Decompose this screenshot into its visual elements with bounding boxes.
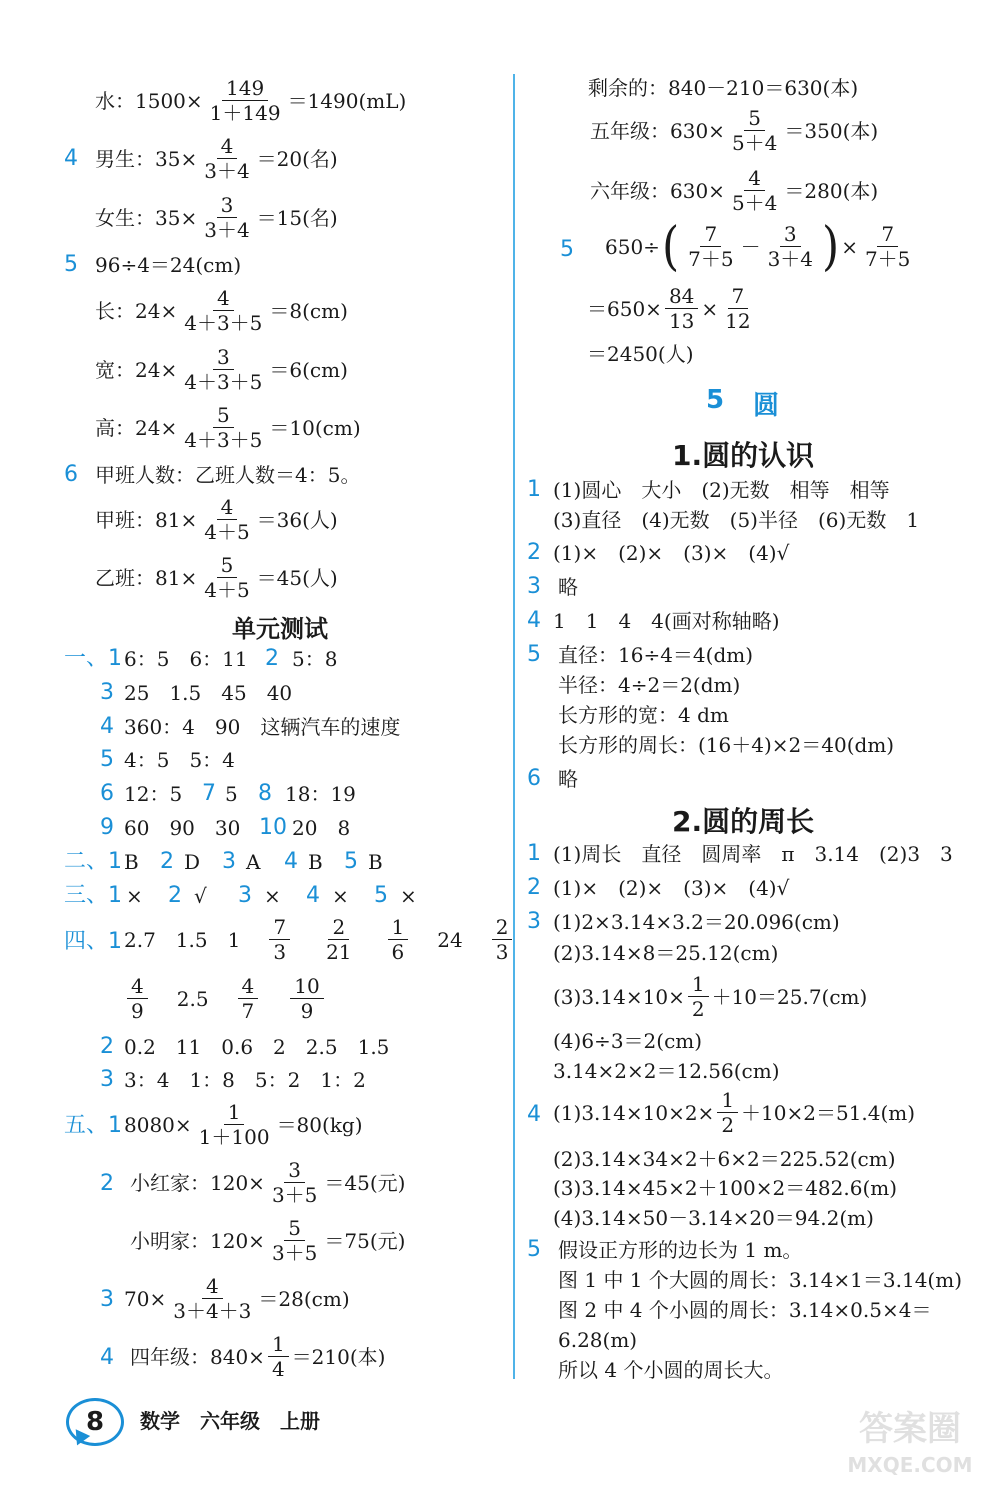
book-title: 数学 六年级 上册	[140, 1409, 320, 1433]
answer-text: 假设正方形的边长为 1 m。	[558, 1238, 803, 1262]
height-line: 高：24× $\frac{5}{4+3+5}$ ＝10(cm)	[95, 403, 361, 452]
answer-text: ×	[332, 884, 349, 908]
answer-text: 1 1 4 4(画对称轴略)	[553, 609, 780, 633]
s5-1-line: 8080× $\frac{1}{1+100}$ ＝80(kg)	[124, 1100, 363, 1149]
question-number: 4	[100, 714, 114, 739]
question-number: 2	[527, 540, 541, 565]
question-number: 5	[64, 252, 78, 277]
answer-text: ×	[126, 884, 143, 908]
fraction: $\frac{4}{9}$	[127, 974, 148, 1023]
s4-row2: $\frac{4}{9}$ 2.5 $\frac{4}{7}$ $\frac{10}{9}$	[124, 974, 327, 1023]
answer-text: (4)6÷3＝2(cm)	[553, 1029, 703, 1053]
question-number: 4	[284, 849, 298, 874]
watermark-text: 答案圈	[859, 1409, 961, 1449]
answer-text: (1)× (2)× (3)× (4)√	[553, 541, 790, 565]
fraction: $\frac{1}{2}$	[717, 1088, 738, 1137]
answer-text: 所以 4 个小圆的周长大。	[558, 1358, 784, 1382]
fraction: $\frac{7}{7+5}$	[864, 222, 911, 271]
question-number: 2	[100, 1171, 114, 1196]
question-number: 4	[527, 1102, 541, 1127]
width-line: 宽：24× $\frac{3}{4+3+5}$ ＝6(cm)	[95, 345, 348, 394]
fraction: $\frac{10}{9}$	[290, 974, 323, 1023]
answer-text: 0.2 11 0.6 2 2.5 1.5	[124, 1035, 390, 1059]
q5-step3: ＝2450(人)	[587, 342, 694, 366]
answer-text: 12：5	[124, 782, 183, 806]
s5-3-line: 70× $\frac{4}{3+4+3}$ ＝28(cm)	[124, 1274, 350, 1323]
fraction: $\frac{4}{3+4}$	[204, 134, 250, 183]
section1-title: 1.圆的认识	[672, 439, 815, 472]
section-label: 三、1	[64, 883, 122, 908]
fraction: $\frac{4}{7}$	[238, 974, 259, 1023]
answer-text: (1)× (2)× (3)× (4)√	[553, 876, 790, 900]
fraction: $\frac{4}{4+3+5}$	[184, 286, 263, 335]
fraction: $\frac{5}{4+5}$	[204, 553, 250, 602]
section-label: 四、1	[64, 929, 122, 954]
answer-text: 3：4 1：8 5：2 1：2	[124, 1068, 366, 1092]
fraction: $\frac{4}{4+5}$	[204, 495, 250, 544]
question-number: 10	[259, 815, 287, 840]
s5-4-line: 四年级：840× $\frac{1}{4}$ ＝210(本)	[130, 1332, 386, 1381]
answer-text: (1)圆心 大小 (2)无数 相等 相等	[553, 478, 890, 502]
answer-text: B	[368, 850, 383, 874]
answer-text: 略	[558, 575, 578, 599]
unit-test-title: 单元测试	[232, 615, 328, 643]
question-number: 1	[527, 841, 541, 866]
fraction: $\frac{1}{6}$	[388, 915, 409, 964]
section-label: 一、1	[64, 646, 122, 671]
answer-text: 6：5 6：11	[124, 647, 248, 671]
answer-text: 直径：16÷4＝4(dm)	[558, 643, 754, 667]
chapter-number: 5	[706, 385, 725, 415]
q5-expression: 650÷ ( $\frac{7}{7+5}$ － $\frac{3}{3+4}$ ) × $\frac{7}{7+5}$	[605, 222, 917, 271]
answer-text: 25 1.5 45 40	[124, 681, 293, 705]
question-number: 3	[100, 1067, 114, 1092]
question-number: 2	[527, 875, 541, 900]
question-number: 4	[527, 608, 541, 633]
question-number: 2	[160, 849, 174, 874]
question-number: 3	[100, 1287, 114, 1312]
answer-text: 图 1 中 1 个大圆的周长：3.14×1＝3.14(m)	[558, 1268, 962, 1292]
answer-text: (3)直径 (4)无数 (5)半径 (6)无数 1	[553, 508, 920, 532]
answer-text: ×	[400, 884, 417, 908]
right-paren: )	[822, 215, 840, 277]
q6-line: 甲班人数：乙班人数＝4：5。	[95, 463, 361, 487]
question-number: 6	[527, 766, 541, 791]
question-number: 5	[100, 747, 114, 772]
girls-line: 女生：35× $\frac{3}{3+4}$ ＝15(名)	[95, 193, 338, 242]
answer-text: 图 2 中 4 个小圆的周长：3.14×0.5×4＝	[558, 1298, 932, 1322]
answer-text: 5：8	[292, 647, 338, 671]
chapter-title: 圆	[753, 391, 780, 421]
question-number: 4	[100, 1345, 114, 1370]
answer-text: (1)周长 直径 圆周率 π 3.14 (2)3 3	[553, 842, 953, 866]
water-line: 水：1500× $\frac{149}{1+149}$ ＝1490(mL)	[95, 76, 407, 125]
fraction: $\frac{4}{3+4+3}$	[173, 1274, 252, 1323]
page-number-badge	[66, 1398, 124, 1446]
section-label: 五、1	[64, 1113, 122, 1138]
answer-text: 略	[558, 767, 578, 791]
length-line: 长：24× $\frac{4}{4+3+5}$ ＝8(cm)	[95, 286, 348, 335]
s4-row1: 2.7 1.5 1 $\frac{7}{3}$ $\frac{2}{21}$ $\frac{1}{6}$ 24 $\frac{2}{3}$	[124, 915, 515, 964]
answer-text: 6.28(m)	[558, 1328, 638, 1352]
fraction: $\frac{2}{3}$	[492, 915, 513, 964]
answer-text: 360：4 90 这辆汽车的速度	[124, 715, 401, 739]
classA-line: 甲班：81× $\frac{4}{4+5}$ ＝36(人)	[95, 495, 338, 544]
q5-line: 96÷4＝24(cm)	[95, 253, 242, 277]
answer-text: 半径：4÷2＝2(dm)	[558, 673, 741, 697]
fraction: $\frac{1}{4}$	[268, 1332, 289, 1381]
answer-text: A	[246, 850, 261, 874]
question-number: 5	[344, 849, 358, 874]
grade6-line: 六年级：630× $\frac{4}{5+4}$ ＝280(本)	[590, 166, 879, 215]
question-number: 9	[100, 815, 114, 840]
boys-line: 男生：35× $\frac{4}{3+4}$ ＝20(名)	[95, 134, 338, 183]
answer-text: 60 90 30	[124, 816, 241, 840]
section-label: 二、1	[64, 849, 122, 874]
question-number: 2	[100, 1034, 114, 1059]
watermark-logo	[840, 1400, 980, 1480]
s5-2a-line: 小红家：120× $\frac{3}{3+5}$ ＝45(元)	[130, 1158, 406, 1207]
question-number: 6	[100, 781, 114, 806]
question-number: 3	[238, 883, 252, 908]
answer-text: √	[194, 884, 207, 908]
answer-text: 18：19	[285, 782, 356, 806]
remain-line: 剩余的：840－210＝630(本)	[588, 76, 859, 100]
question-number: 3	[222, 849, 236, 874]
c2-3-3-line: (3)3.14×10× $\frac{1}{2}$ ＋10＝25.7(cm)	[553, 972, 868, 1021]
section2-title: 2.圆的周长	[672, 805, 815, 838]
question-number: 3	[100, 680, 114, 705]
fraction: $\frac{3}{3+4}$	[767, 222, 814, 271]
question-number: 4	[64, 146, 78, 171]
fraction: $\frac{7}{3}$	[269, 915, 290, 964]
page-number: 8	[85, 1407, 105, 1437]
fraction: $\frac{5}{3+5}$	[271, 1216, 318, 1265]
fraction: $\frac{5}{4+3+5}$	[184, 403, 263, 452]
question-number: 8	[258, 781, 272, 806]
c2-4-1-line: (1)3.14×10×2× $\frac{1}{2}$ ＋10×2＝51.4(m)	[553, 1088, 916, 1137]
question-number: 5	[560, 237, 574, 262]
fraction: $\frac{7}{7+5}$	[688, 222, 734, 271]
question-number: 5	[374, 883, 388, 908]
question-number: 5	[527, 1237, 541, 1262]
grade5-line: 五年级：630× $\frac{5}{5+4}$ ＝350(本)	[590, 106, 879, 155]
fraction: $\frac{4}{5+4}$	[731, 166, 778, 215]
answer-text: (4)3.14×50－3.14×20＝94.2(m)	[553, 1206, 874, 1230]
question-number: 4	[306, 883, 320, 908]
fraction: $\frac{7}{12}$	[725, 284, 751, 333]
question-number: 2	[168, 883, 182, 908]
fraction: $\frac{3}{3+4}$	[204, 193, 250, 242]
question-number: 1	[527, 477, 541, 502]
answer-text: ×	[264, 884, 281, 908]
fraction: $\frac{2}{21}$	[326, 915, 352, 964]
s5-2b-line: 小明家：120× $\frac{5}{3+5}$ ＝75(元)	[130, 1216, 406, 1265]
question-number: 3	[527, 909, 541, 934]
fraction: $\frac{3}{3+5}$	[271, 1158, 318, 1207]
q5-step2: ＝650× $\frac{84}{13}$ × $\frac{7}{12}$	[587, 284, 758, 333]
answer-text: 5	[225, 782, 238, 806]
answer-text: B	[124, 850, 139, 874]
answer-text: 4：5 5：4	[124, 748, 235, 772]
watermark-url: MXQE.COM	[847, 1453, 973, 1477]
left-paren: (	[661, 215, 680, 277]
answer-text: (1)2×3.14×3.2＝20.096(cm)	[553, 910, 840, 934]
classB-line: 乙班：81× $\frac{5}{4+5}$ ＝45(人)	[95, 553, 338, 602]
fraction: $\frac{1}{1+100}$	[198, 1100, 270, 1149]
fraction: $\frac{1}{2}$	[688, 972, 709, 1021]
question-number: 5	[527, 642, 541, 667]
column-divider	[513, 74, 515, 1379]
fraction: $\frac{5}{5+4}$	[731, 106, 778, 155]
answer-text: (3)3.14×45×2＋100×2＝482.6(m)	[553, 1176, 898, 1200]
answer-text: 20 8	[292, 816, 351, 840]
answer-text: 长方形的周长：(16＋4)×2＝40(dm)	[558, 733, 895, 757]
question-number: 7	[202, 781, 216, 806]
question-number: 6	[64, 462, 78, 487]
fraction: $\frac{84}{13}$	[665, 284, 698, 333]
answer-text: (2)3.14×8＝25.12(cm)	[553, 941, 779, 965]
fraction: $\frac{149}{1+149}$	[209, 76, 281, 125]
answer-text: 3.14×2×2＝12.56(cm)	[553, 1059, 780, 1083]
answer-text: B	[308, 850, 323, 874]
answer-text: D	[184, 850, 201, 874]
question-number: 3	[527, 574, 541, 599]
answer-text: 长方形的宽：4 dm	[558, 703, 729, 727]
answer-text: (2)3.14×34×2＋6×2＝225.52(cm)	[553, 1147, 896, 1171]
fraction: $\frac{3}{4+3+5}$	[184, 345, 263, 394]
question-number: 2	[265, 646, 279, 671]
